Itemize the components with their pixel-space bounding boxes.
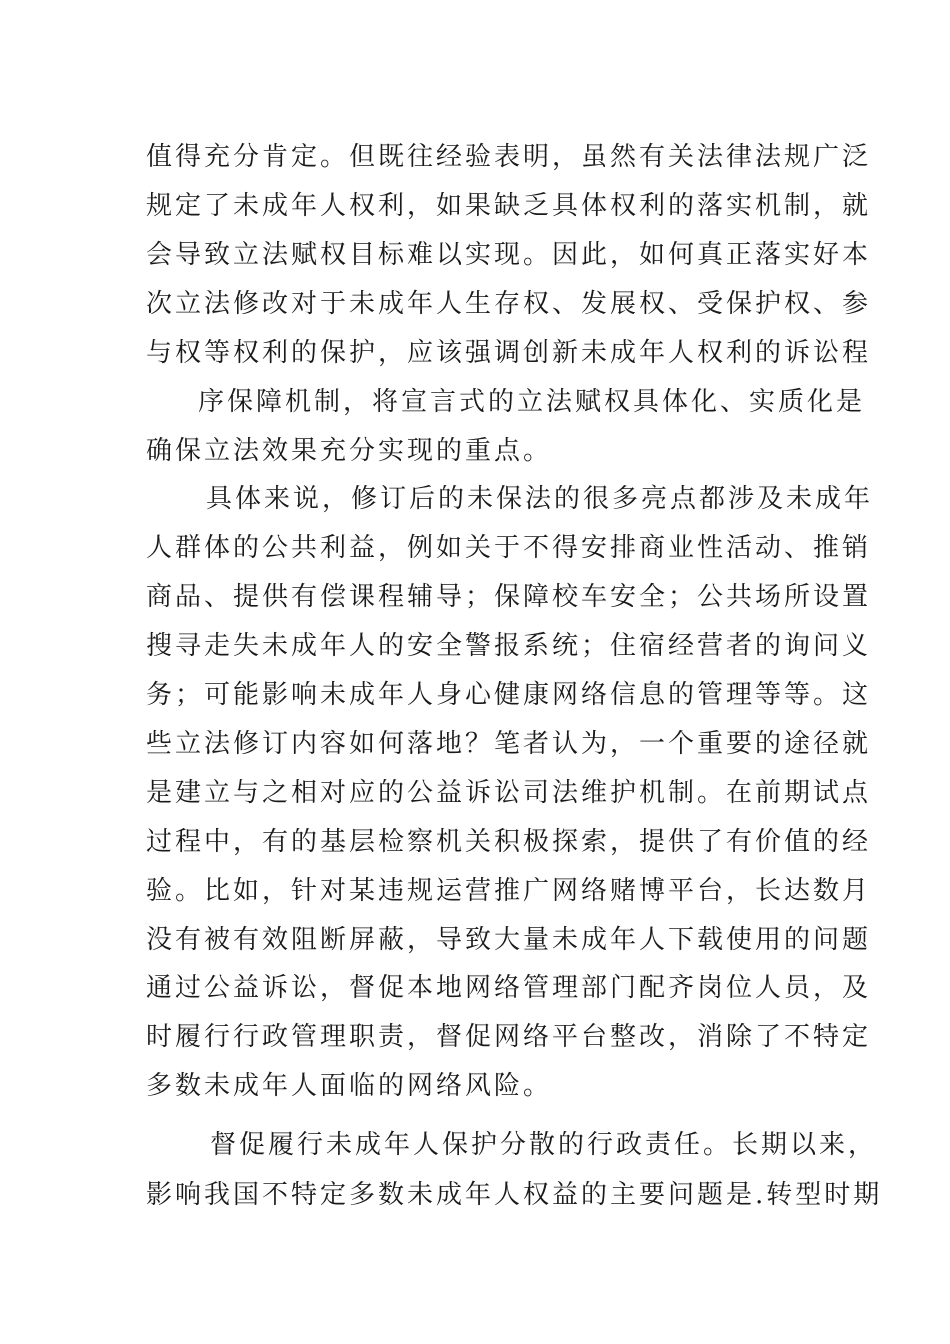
text-line: 规定了未成年人权利，如果缺乏具体权利的落实机制，就 [146, 191, 872, 221]
text-line: 多数未成年人面临的网络风险。 [146, 1071, 553, 1101]
text-line: 搜寻走失未成年人的安全警报系统；住宿经营者的询问义 [146, 631, 872, 661]
text-line: 商品、提供有偿课程辅导；保障校车安全；公共场所设置 [146, 582, 872, 612]
text-line: 确保立法效果充分实现的重点。 [146, 436, 553, 466]
text-line: 没有被有效阻断屏蔽，导致大量未成年人下载使用的问题 [146, 925, 872, 955]
text-line: 时履行行政管理职责，督促网络平台整改，消除了不特定 [146, 1022, 872, 1052]
text-line: 与权等权利的保护，应该强调创新未成年人权利的诉讼程 [146, 338, 872, 368]
text-line: 过程中，有的基层检察机关积极探索，提供了有价值的经 [146, 827, 872, 857]
text-line: 验。比如，针对某违规运营推广网络赌博平台，长达数月 [146, 876, 872, 906]
text-line: 序保障机制，将宣言式的立法赋权具体化、实质化是 [198, 387, 866, 417]
text-line: 是建立与之相对应的公益诉讼司法维护机制。在前期试点 [146, 778, 872, 808]
text-line: 务；可能影响未成年人身心健康网络信息的管理等等。这 [146, 680, 872, 710]
text-line: 会导致立法赋权目标难以实现。因此，如何真正落实好本 [146, 240, 872, 270]
text-line: 些立法修订内容如何落地？笔者认为，一个重要的途径就 [146, 729, 872, 759]
paragraph-first-line: 督促履行未成年人保护分散的行政责任。长期以来， [210, 1130, 878, 1160]
text-line: 次立法修改对于未成年人生存权、发展权、受保护权、参 [146, 289, 872, 319]
text-line: 影响我国不特定多数未成年人权益的主要问题是.转型时期 [146, 1180, 883, 1210]
text-line: 人群体的公共利益，例如关于不得安排商业性活动、推销 [146, 533, 872, 563]
text-line: 通过公益诉讼，督促本地网络管理部门配齐岗位人员，及 [146, 973, 872, 1003]
text-line: 值得充分肯定。但既往经验表明，虽然有关法律法规广泛 [146, 142, 872, 172]
paragraph-first-line: 具体来说，修订后的未保法的很多亮点都涉及未成年 [206, 484, 874, 514]
